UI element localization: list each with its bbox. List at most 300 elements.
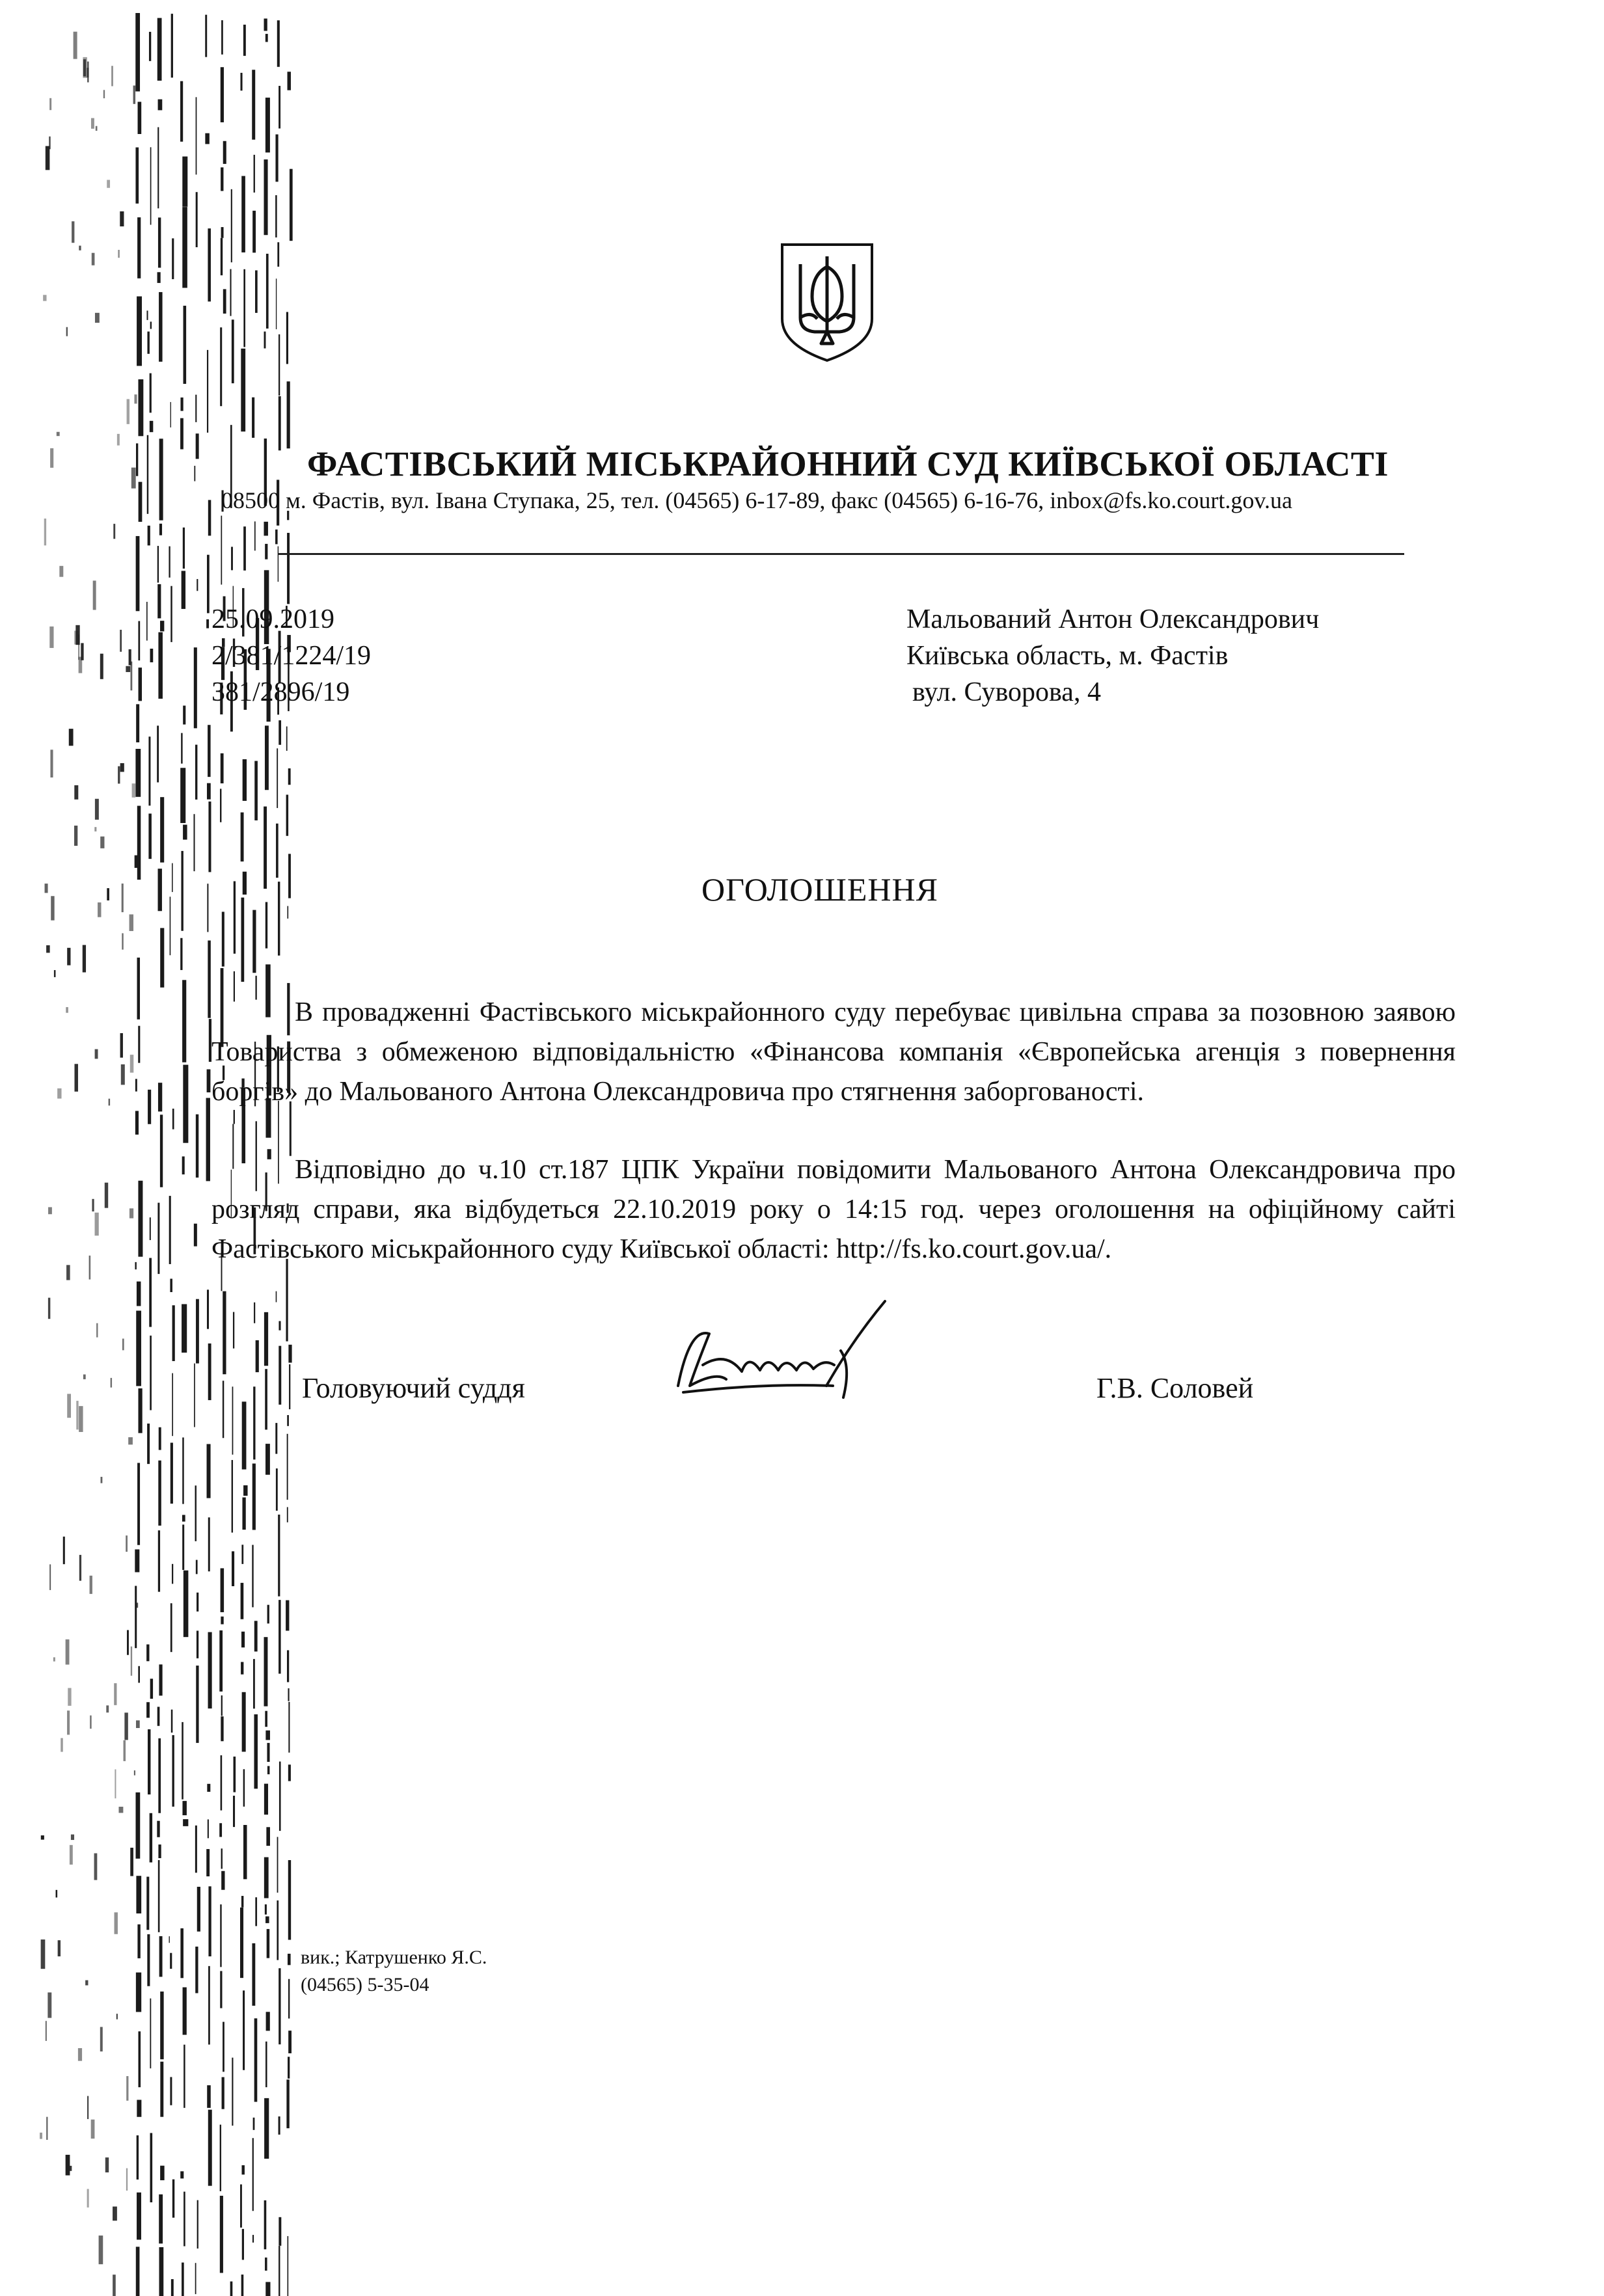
scan-noise-mark: [159, 1664, 162, 1695]
scan-noise-mark: [149, 32, 151, 61]
scan-noise-mark: [78, 2048, 82, 2061]
scan-noise-mark: [182, 980, 186, 1062]
scan-noise-mark: [220, 2125, 221, 2191]
scan-noise-mark: [289, 1364, 290, 1409]
scan-noise-mark: [207, 350, 208, 433]
scan-noise-mark: [137, 1925, 140, 1958]
scan-noise-mark: [207, 1070, 211, 1092]
scan-noise-mark: [184, 2192, 185, 2247]
scan-noise-mark: [172, 863, 173, 892]
scan-noise-mark: [252, 70, 255, 139]
scan-noise-mark: [223, 2022, 224, 2072]
scan-noise-mark: [287, 1650, 289, 1682]
scan-noise-mark: [113, 2275, 116, 2296]
scan-noise-mark: [256, 1340, 259, 1372]
scan-noise-mark: [287, 381, 290, 448]
scan-noise-mark: [49, 1564, 51, 1590]
scan-noise-mark: [207, 884, 208, 932]
scan-noise-mark: [288, 1688, 289, 1701]
scan-noise-mark: [279, 1762, 281, 1831]
scan-noise-mark: [45, 884, 48, 893]
scan-noise-mark: [208, 1344, 211, 1400]
scan-noise-mark: [150, 1336, 152, 1411]
scan-noise-mark: [287, 1507, 288, 1522]
scan-noise-mark: [41, 1835, 44, 1840]
scan-noise-mark: [241, 2275, 244, 2296]
scan-noise-mark: [67, 1394, 71, 1418]
scan-noise-mark: [266, 2012, 270, 2031]
scan-noise-mark: [135, 148, 139, 204]
scan-noise-mark: [139, 668, 142, 701]
scan-noise-mark: [241, 898, 245, 982]
scan-noise-mark: [158, 1461, 161, 1526]
scan-noise-mark: [265, 98, 270, 152]
scan-noise-mark: [137, 297, 142, 366]
body-paragraph-1: В провадженні Фастівського міськрайонного суду перебуває цивільна справа за позовною заявою Товариства з обмеженою відповідальністю «Фінансова компанія «Європейська агенція з повернення боргів» до Мальованого Антона Олександровича про стягнення заборгованості.: [211, 997, 1456, 1107]
scan-noise-mark: [254, 761, 258, 820]
scan-noise-mark: [135, 1262, 136, 1269]
scan-noise-mark: [158, 1860, 160, 1932]
scan-noise-mark: [207, 555, 210, 614]
scan-noise-mark: [207, 1290, 209, 1329]
scan-noise-mark: [221, 516, 222, 585]
coat-of-arms-icon: [778, 241, 876, 363]
scan-noise-mark: [232, 319, 234, 383]
scan-noise-mark: [277, 1900, 279, 1960]
scan-noise-mark: [221, 67, 224, 122]
scan-noise-mark: [242, 1692, 246, 1752]
scan-noise-mark: [74, 785, 78, 800]
scan-noise-mark: [220, 1971, 222, 2008]
scan-noise-mark: [124, 1712, 128, 1740]
scan-noise-mark: [95, 313, 100, 323]
recipient-street: вул. Суворова, 4: [912, 677, 1101, 707]
scan-noise-mark: [197, 1887, 200, 1932]
scan-noise-mark: [182, 571, 185, 608]
scan-noise-mark: [286, 727, 288, 751]
scan-noise-mark: [184, 2045, 185, 2108]
scan-noise-mark: [169, 1936, 170, 1943]
scan-noise-mark: [58, 1940, 61, 1956]
scan-noise-mark: [219, 1630, 223, 1692]
scan-noise-mark: [87, 68, 88, 77]
scan-noise-mark: [279, 2246, 280, 2296]
scan-noise-mark: [59, 566, 63, 577]
scan-noise-mark: [266, 1827, 270, 1846]
scan-noise-mark: [67, 948, 70, 966]
scan-noise-mark: [41, 1939, 46, 1969]
scan-noise-mark: [195, 395, 197, 422]
signature-icon: [664, 1288, 898, 1418]
scan-noise-mark: [183, 1065, 188, 1143]
scan-noise-mark: [136, 1876, 141, 1913]
scan-noise-mark: [137, 1463, 140, 1545]
scan-noise-mark: [290, 169, 293, 241]
scan-noise-mark: [207, 1784, 210, 1792]
scan-noise-mark: [184, 1571, 189, 1637]
scan-noise-mark: [122, 884, 124, 912]
scan-noise-mark: [242, 1401, 247, 1469]
scan-noise-mark: [66, 327, 68, 336]
scan-noise-mark: [92, 253, 95, 265]
scan-noise-mark: [288, 854, 291, 898]
scan-noise-mark: [109, 1099, 110, 1106]
executor-name: вик.; Катрушенко Я.С.: [301, 1947, 487, 1968]
scan-noise-mark: [194, 1364, 195, 1427]
scan-noise-mark: [159, 2195, 163, 2244]
scan-noise-mark: [252, 398, 254, 438]
scan-noise-mark: [150, 1217, 151, 1240]
scan-noise-mark: [254, 521, 256, 550]
scan-noise-mark: [129, 914, 133, 931]
scan-noise-mark: [277, 748, 278, 808]
scan-noise-mark: [118, 1807, 123, 1813]
scan-noise-mark: [196, 192, 198, 247]
scan-noise-mark: [120, 1033, 123, 1058]
scan-noise-mark: [243, 25, 246, 56]
scan-noise-mark: [243, 759, 247, 801]
scan-noise-mark: [279, 334, 280, 396]
executor-phone: (04565) 5-35-04: [301, 1974, 429, 1995]
scan-noise-mark: [279, 720, 281, 745]
scan-noise-mark: [100, 654, 103, 679]
scan-noise-mark: [170, 586, 172, 642]
scan-noise-mark: [148, 1729, 150, 1794]
scan-noise-mark: [158, 1530, 160, 1591]
scan-noise-mark: [264, 19, 267, 31]
scan-noise-mark: [197, 1593, 198, 1612]
scan-noise-mark: [252, 1943, 255, 2006]
scan-noise-mark: [158, 1738, 161, 1813]
scan-noise-mark: [95, 1049, 98, 1059]
scan-noise-mark: [44, 519, 46, 545]
scan-noise-mark: [288, 1979, 290, 2019]
scan-noise-mark: [183, 706, 185, 725]
scan-noise-mark: [48, 1298, 50, 1319]
scan-noise-mark: [254, 1621, 258, 1651]
scan-noise-mark: [74, 1064, 77, 1091]
scan-noise-mark: [195, 745, 197, 800]
scan-noise-mark: [207, 783, 211, 800]
scan-noise-mark: [132, 783, 136, 798]
scan-noise-mark: [279, 86, 280, 128]
scan-noise-mark: [75, 625, 79, 645]
scan-noise-mark: [278, 547, 279, 582]
scan-noise-mark: [131, 468, 136, 489]
scan-noise-mark: [46, 146, 50, 170]
scan-noise-mark: [127, 1630, 129, 1654]
scan-noise-mark: [133, 85, 136, 103]
scan-noise-mark: [183, 1819, 188, 1826]
scan-noise-mark: [276, 278, 277, 329]
scan-noise-mark: [231, 189, 232, 262]
scan-noise-mark: [160, 928, 164, 987]
scan-noise-mark: [195, 1485, 197, 1541]
scan-noise-mark: [267, 1766, 270, 1774]
signatory-title: Головуючий суддя: [302, 1372, 525, 1404]
scan-noise-mark: [136, 536, 140, 611]
scan-noise-mark: [208, 1886, 211, 1956]
scan-noise-mark: [49, 98, 51, 110]
scan-noise-mark: [61, 1738, 63, 1751]
scan-noise-mark: [135, 13, 140, 91]
scan-noise-mark: [208, 1819, 209, 1838]
scan-noise-mark: [113, 2206, 117, 2221]
scan-noise-mark: [221, 1568, 224, 1612]
scan-noise-mark: [279, 1968, 280, 2044]
scan-noise-mark: [194, 466, 195, 481]
scan-noise-mark: [157, 18, 162, 81]
scan-noise-mark: [137, 958, 141, 1020]
scan-noise-mark: [254, 1303, 255, 1323]
scan-noise-mark: [232, 1386, 234, 1455]
scan-noise-mark: [92, 1199, 94, 1211]
scan-noise-mark: [265, 1904, 267, 1915]
scan-noise-mark: [124, 1740, 126, 1761]
scan-noise-mark: [286, 1600, 289, 1631]
scan-noise-mark: [288, 2031, 292, 2053]
scan-noise-mark: [122, 1339, 124, 1351]
scan-noise-mark: [276, 1468, 278, 1511]
scan-noise-mark: [70, 2166, 72, 2171]
scan-noise-mark: [233, 1312, 234, 1349]
scan-noise-mark: [72, 221, 74, 243]
scan-noise-mark: [183, 528, 185, 569]
scan-noise-mark: [83, 945, 86, 972]
scan-noise-mark: [221, 20, 223, 55]
scan-noise-mark: [129, 649, 131, 665]
scan-noise-mark: [106, 1705, 109, 1712]
scan-noise-mark: [150, 421, 153, 432]
scan-noise-mark: [208, 1966, 210, 2045]
scan-noise-mark: [252, 2138, 254, 2211]
scan-noise-mark: [206, 619, 209, 628]
scan-noise-mark: [147, 1934, 150, 1986]
scan-noise-mark: [253, 2118, 255, 2130]
header-divider: [279, 553, 1404, 555]
scan-noise-mark: [130, 1848, 133, 1876]
scan-noise-mark: [241, 349, 245, 432]
scan-noise-mark: [159, 1936, 163, 1977]
scan-noise-mark: [220, 1904, 221, 1967]
scan-noise-mark: [170, 1278, 172, 1292]
scan-noise-mark: [120, 763, 124, 772]
recipient-city: Київська область, м. Фастів: [906, 641, 1229, 671]
scan-noise-mark: [118, 766, 120, 784]
scan-noise-mark: [48, 1992, 51, 2018]
scan-noise-mark: [252, 211, 256, 253]
scan-noise-mark: [66, 2155, 70, 2176]
scan-noise-mark: [50, 448, 53, 468]
scan-noise-mark: [113, 524, 115, 539]
scan-noise-mark: [126, 2076, 128, 2101]
scan-noise-mark: [252, 2235, 254, 2243]
scan-noise-mark: [126, 2168, 128, 2191]
document-title: ОГОЛОШЕННЯ: [701, 871, 938, 908]
scan-noise-mark: [196, 1299, 199, 1364]
scan-noise-mark: [122, 933, 123, 949]
scan-noise-mark: [69, 729, 74, 746]
scan-noise-mark: [100, 837, 104, 848]
scan-noise-mark: [207, 2085, 211, 2108]
scan-noise-mark: [208, 725, 211, 777]
scan-noise-mark: [149, 1258, 152, 1327]
scan-noise-mark: [150, 1679, 153, 1699]
scan-noise-mark: [234, 881, 236, 953]
scan-noise-mark: [205, 15, 207, 57]
scan-noise-mark: [89, 1256, 91, 1280]
scan-noise-mark: [94, 827, 96, 831]
scan-noise-mark: [265, 34, 268, 42]
scan-noise-mark: [70, 1845, 73, 1865]
scan-noise-mark: [172, 1735, 174, 1807]
court-name: ФАСТІВСЬКИЙ МІСЬКРАЙОННИЙ СУД КИЇВСЬКОЇ ОБЛАСТІ: [307, 444, 1389, 483]
scan-noise-mark: [265, 1917, 269, 1923]
scan-noise-mark: [195, 2263, 197, 2294]
scan-noise-mark: [150, 649, 154, 662]
scan-noise-mark: [138, 1388, 142, 1433]
scan-noise-mark: [287, 533, 290, 604]
scan-noise-mark: [139, 482, 143, 522]
scan-noise-mark: [146, 1702, 150, 1718]
scan-noise-mark: [138, 1026, 140, 1063]
scan-noise-mark: [266, 254, 269, 329]
scan-noise-mark: [254, 1714, 258, 1789]
scan-noise-mark: [278, 1515, 280, 1597]
scan-noise-mark: [56, 1890, 58, 1898]
scan-noise-mark: [182, 1156, 185, 1174]
scan-noise-mark: [160, 2062, 163, 2117]
scan-noise-mark: [182, 2263, 184, 2296]
scan-noise-mark: [241, 1545, 243, 1564]
scan-noise-mark: [136, 443, 138, 476]
scan-noise-mark: [160, 2166, 164, 2180]
scan-noise-mark: [183, 825, 187, 840]
scan-noise-mark: [150, 373, 152, 413]
scan-noise-mark: [57, 1088, 61, 1099]
scan-noise-mark: [184, 306, 187, 384]
scan-noise-mark: [147, 435, 148, 514]
scan-noise-mark: [279, 2217, 281, 2246]
scan-noise-mark: [241, 176, 245, 252]
scan-noise-mark: [197, 1630, 198, 1658]
scan-noise-mark: [241, 1662, 243, 1674]
scan-noise-mark: [254, 155, 255, 193]
scan-noise-mark: [135, 1079, 137, 1091]
scan-noise-mark: [208, 228, 211, 301]
scan-noise-mark: [221, 227, 224, 238]
scan-noise-mark: [277, 242, 279, 267]
scan-noise-mark: [120, 211, 124, 226]
scan-noise-mark: [222, 912, 224, 966]
scan-noise-mark: [46, 2021, 47, 2041]
scan-noise-mark: [146, 1644, 149, 1661]
scan-noise-mark: [172, 1373, 173, 1437]
scan-noise-mark: [99, 2235, 103, 2264]
scan-noise-mark: [208, 500, 211, 535]
scan-noise-mark: [150, 147, 152, 224]
scan-noise-mark: [205, 133, 209, 144]
scan-noise-mark: [147, 332, 149, 354]
scan-noise-mark: [157, 1707, 160, 1725]
scan-noise-mark: [196, 1560, 198, 1574]
proceeding-number: 381/2896/19: [211, 677, 350, 707]
scan-noise-mark: [159, 292, 163, 362]
scan-noise-mark: [242, 1498, 245, 1530]
scan-noise-mark: [136, 2247, 140, 2296]
scan-noise-mark: [180, 398, 183, 411]
scan-noise-mark: [172, 1109, 174, 1129]
scan-noise-strip: [0, 0, 338, 2296]
scan-noise-mark: [264, 1857, 269, 1898]
scan-noise-mark: [170, 402, 171, 427]
scan-noise-mark: [120, 630, 122, 652]
scan-noise-mark: [53, 1657, 55, 1661]
scan-noise-mark: [157, 272, 161, 283]
scan-noise-mark: [288, 1702, 290, 1753]
scan-noise-mark: [206, 1849, 210, 1876]
scan-noise-mark: [135, 1602, 138, 1608]
scan-noise-mark: [232, 1460, 233, 1533]
scan-noise-mark: [138, 379, 143, 436]
scan-noise-mark: [130, 1055, 133, 1073]
scan-noise-mark: [253, 1386, 255, 1459]
scan-noise-mark: [208, 1632, 212, 1708]
scan-noise-mark: [241, 2165, 244, 2174]
scan-noise-mark: [180, 1928, 184, 1978]
scan-noise-mark: [243, 269, 245, 347]
scan-noise-mark: [138, 621, 140, 661]
scan-noise-mark: [196, 97, 197, 174]
scan-noise-mark: [180, 81, 183, 142]
scan-noise-mark: [128, 1437, 133, 1444]
scan-noise-mark: [90, 1716, 92, 1729]
scan-noise-mark: [134, 394, 137, 403]
scan-noise-mark: [243, 872, 247, 895]
scan-noise-mark: [196, 1666, 198, 1743]
scan-noise-mark: [265, 2042, 267, 2087]
scan-noise-mark: [255, 1897, 257, 1926]
scan-noise-mark: [126, 1535, 128, 1552]
scan-noise-mark: [222, 2077, 224, 2109]
scan-noise-mark: [265, 544, 267, 560]
scan-noise-mark: [71, 1835, 74, 1840]
scan-noise-mark: [87, 2096, 88, 2119]
scan-noise-mark: [157, 584, 161, 619]
scan-noise-mark: [172, 1564, 173, 1584]
scan-noise-mark: [146, 1877, 149, 1930]
scan-noise-mark: [135, 1792, 140, 1859]
scan-noise-mark: [169, 547, 170, 578]
scan-noise-mark: [137, 2135, 139, 2180]
scan-noise-mark: [231, 547, 233, 570]
scan-noise-mark: [83, 1375, 86, 1379]
scan-noise-mark: [265, 1731, 270, 1740]
scan-noise-mark: [240, 1908, 243, 1978]
scan-noise-mark: [79, 246, 81, 250]
scan-noise-mark: [83, 59, 86, 76]
scan-noise-mark: [279, 1346, 281, 1405]
scan-noise-mark: [66, 1007, 68, 1013]
scan-noise-mark: [63, 1537, 65, 1564]
scan-noise-mark: [79, 657, 83, 673]
scan-noise-mark: [103, 90, 105, 98]
scan-noise-mark: [115, 1912, 118, 1934]
scan-noise-mark: [265, 2258, 267, 2271]
scan-noise-mark: [194, 1224, 197, 1247]
scan-noise-mark: [221, 167, 223, 191]
scan-noise-mark: [230, 2282, 233, 2296]
